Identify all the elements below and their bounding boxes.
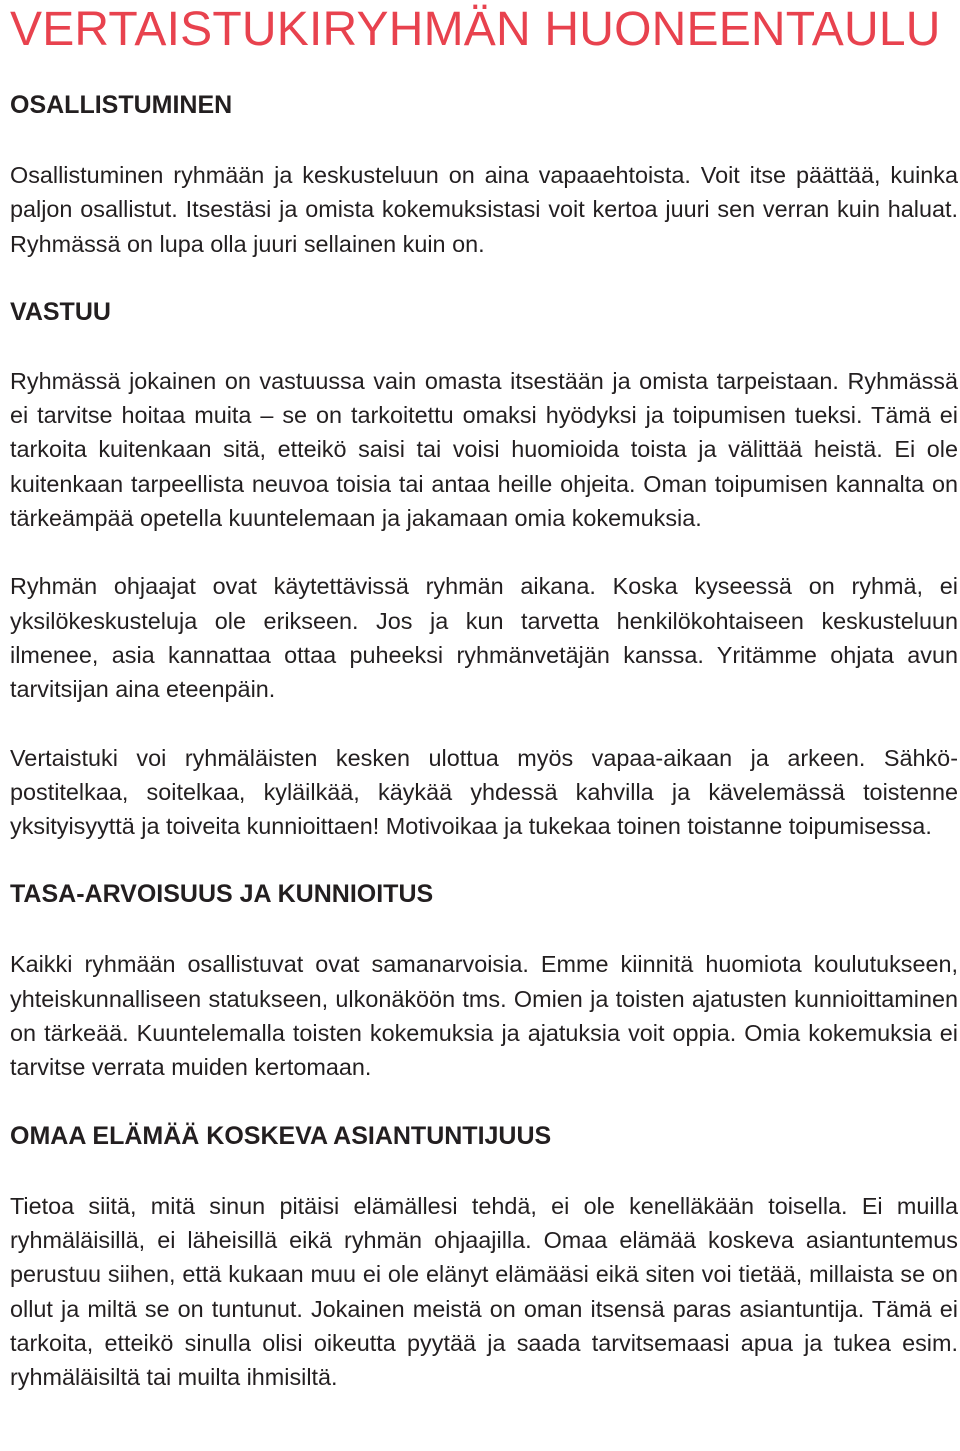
paragraph-vastuu-1: Ryhmässä jokainen on vastuussa vain omasta itsestään ja omista tarpeistaan. Ryhmässä ei tarvitse hoitaa muita – se on tarkoitettu omaksi hyödyksi ja toipumisen tueksi. Tämä ei tarkoita kuitenkaan sitä, etteikö saisi tai voisi huomioida toista ja välittää heistä. Ei ole kuitenkaan tarpeellista neuvoa toisia tai antaa heille ohjeita. Oman toipumisen kannalta on tärkeämpää opetella kuuntelemaan ja jakamaan omia kokemuksia. [10, 367, 958, 532]
section-heading-osallistuminen: OSALLISTUMINEN [10, 91, 233, 119]
document-page [10, 0, 958, 1394]
section-heading-asiantuntijuus: OMAA ELÄMÄÄ KOSKEVA ASIANTUNTIJUUS [10, 1121, 552, 1150]
section-heading-tasa-arvoisuus: TASA-ARVOISUUS JA KUNNIOITUS [10, 880, 434, 909]
document-title: VERTAISTUKIRYHMÄN HUONEENTAULU [10, 3, 941, 56]
paragraph-asiantuntijuus: Tietoa siitä, mitä sinun pitäisi elämällesi tehdä, ei ole kenelläkään toisella. Ei muilla ryhmäläisillä, ei läheisillä eikä ryhmän ohjaajilla. Omaa elämää koskeva asiantuntemus perustuu siihen, että kukaan muu ei ole elänyt elämääsi eikä siten voi tietää, millaista se on ollut ja miltä se on tuntunut. Jokainen meistä on oman itsensä paras asiantuntija. Tämä ei tarkoita, etteikö sinulla olisi oikeutta pyytää ja saada tarvitsemaasi apua ja tukea esim. ryhmäläisiltä tai muilta ihmisiltä. [10, 1192, 958, 1391]
paragraph-osallistuminen: Osallistuminen ryhmään ja keskusteluun on aina vapaaehtoista. Voit itse päättää, kuinka paljon osallistut. Itsestäsi ja omista kokemuksistasi voit kertoa juuri sen verran kuin haluat. Ryhmässä on lupa olla juuri sellainen kuin on. [10, 162, 958, 257]
paragraph-vastuu-3: Vertaistuki voi ryhmäläisten kesken ulottua myös vapaa-aikaan ja arkeen. Sähköpostitelkaa, soitelkaa, kyläilkää, käykää yhdessä kahvilla ja kävelemässä toistenne yksityisyyttä ja toiveita kunnioittaen! Motivoikaa ja tukekaa toinen toistanne toipumisessa. [10, 744, 958, 840]
paragraph-tasa-arvoisuus: Kaikki ryhmään osallistuvat ovat samanarvoisia. Emme kiinnitä huomiota koulutukseen, yhteiskunnalliseen statukseen, ulkonäköön tms. Omien ja toisten ajatusten kunnioittaminen on tärkeää. Kuuntelemalla toisten kokemuksia ja ajatuksia voit oppia. Omia kokemuksia ei tarvitse verrata muiden kertomaan. [10, 951, 958, 1081]
section-heading-vastuu: VASTUU [10, 297, 111, 326]
paragraph-vastuu-2: Ryhmän ohjaajat ovat käytettävissä ryhmän aikana. Koska kyseessä on ryhmä, ei yksilökeskusteluja ole erikseen. Jos ja kun tarvetta henkilökohtaiseen keskusteluun ilmenee, asia kannattaa ottaa puheeksi ryhmänvetäjän kanssa. Yritämme ohjata avun tarvitsijan aina eteenpäin. [10, 573, 958, 703]
